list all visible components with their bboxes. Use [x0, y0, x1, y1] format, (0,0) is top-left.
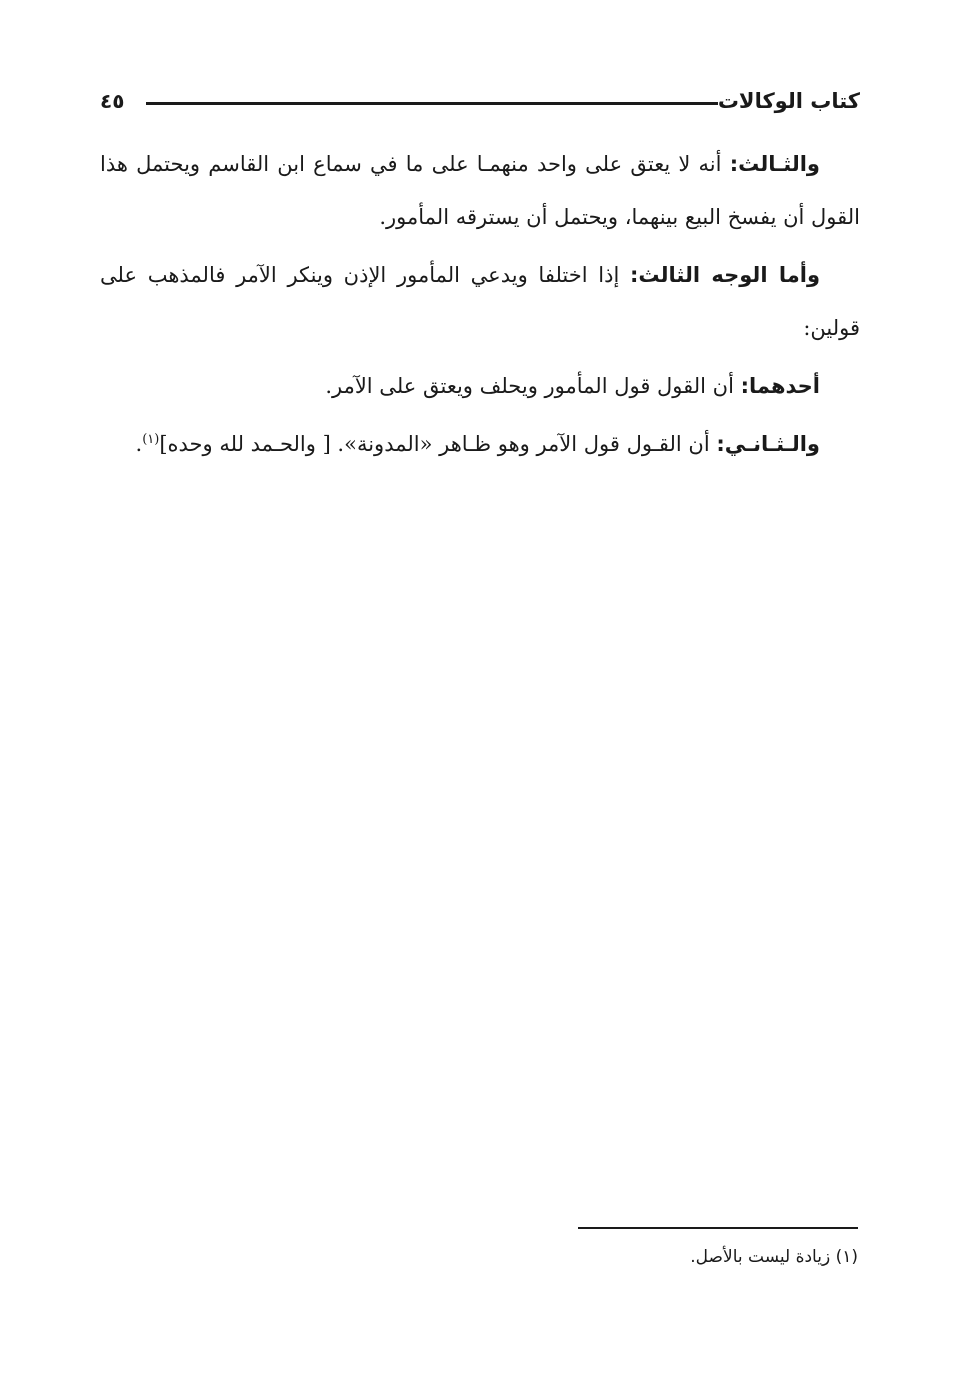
paragraph: [100, 418, 860, 471]
paragraph-lead: وأما الوجه الثالث:: [630, 263, 821, 287]
paragraph-lead: أحدهما:: [740, 374, 820, 398]
paragraph-text: أن القـول قول الآمر وهو ظـاهر «المدونة». [ والحـمد لله وحده]: [159, 432, 717, 456]
paragraph-lead: والثـالث:: [729, 152, 820, 176]
paragraph-text: إذا اختلفا ويدعي المأمور الإذن وينكر الآمر فالمذهب على قولين:: [100, 263, 860, 340]
paragraph: [100, 360, 860, 413]
footnote: (١) زيادة ليست بالأصل.: [690, 1247, 858, 1267]
running-title: كتاب الوكالات: [717, 89, 860, 113]
paragraph-tail: .: [135, 432, 143, 456]
paragraph: [100, 138, 860, 244]
footnote-reference[interactable]: (١): [142, 432, 160, 447]
paragraph-text: أن القول قول المأمور ويحلف ويعتق على الآمر.: [325, 374, 741, 398]
paragraph-text: أنه لا يعتق على واحد منهمـا على ما في سماع ابن القاسم ويحتمل هذا القول أن يفسخ البيع بينهما، ويحتمل أن يسترقه المأمور.: [100, 152, 860, 229]
paragraph-lead: والـثـانـي:: [716, 432, 820, 456]
footnote-separator: [578, 1227, 858, 1229]
paragraph: [100, 249, 860, 355]
page-header: [100, 84, 860, 118]
body-text: [100, 138, 860, 476]
header-rule: [146, 102, 718, 105]
page-number: ٤٥: [100, 89, 125, 113]
